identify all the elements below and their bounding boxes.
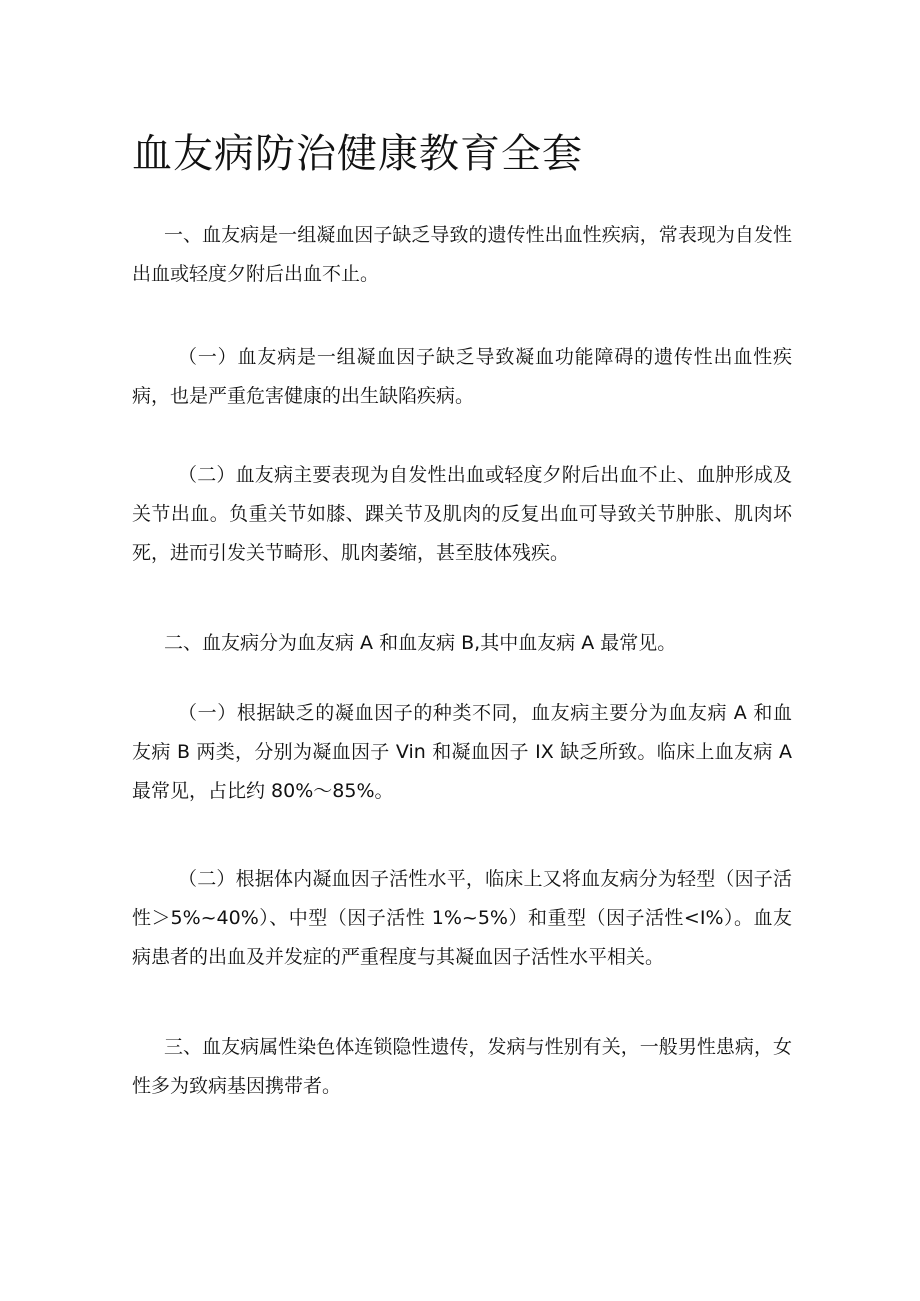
paragraph-section-1-item-2: （二）血友病主要表现为自发性出血或轻度夕附后出血不止、血肿形成及关节出血。负重关节如膝、踝关节及肌肉的反复出血可导致关节肿胀、肌肉坏死，进而引发关节畸形、肌肉萎缩，甚至肢体残疾。 xyxy=(132,464,792,564)
paragraph-section-2-item-1: （一）根据缺乏的凝血因子的种类不同，血友病主要分为血友病 A 和血友病 B 两类，分别为凝血因子 Vin 和凝血因子 IX 缺乏所致。临床上血友病 A 最常见，占比约 80%〜85%。 xyxy=(132,702,792,802)
paragraph-section-2-item-2: （二）根据体内凝血因子活性水平，临床上又将血友病分为轻型（因子活性＞5%~40%）、中型（因子活性 1%~5%）和重型（因子活性<I%）。血友病患者的出血及并发症的严重程度与其凝血因子活性水平相关。 xyxy=(132,868,792,968)
paragraph-section-1-item-1: （一）血友病是一组凝血因子缺乏导致凝血功能障碍的遗传性出血性疾病，也是严重危害健康的出生缺陷疾病。 xyxy=(132,346,792,407)
paragraph-section-3: 三、血友病属性染色体连锁隐性遗传，发病与性别有关，一般男性患病，女性多为致病基因携带者。 xyxy=(132,1036,792,1097)
paragraph-section-1: 一、血友病是一组凝血因子缺乏导致的遗传性出血性疾病，常表现为自发性出血或轻度夕附后出血不止。 xyxy=(132,224,792,285)
paragraph-section-2: 二、血友病分为血友病 A 和血友病 B,其中血友病 A 最常见。 xyxy=(164,632,677,654)
document-title: 血友病防治健康教育全套 xyxy=(132,131,583,177)
